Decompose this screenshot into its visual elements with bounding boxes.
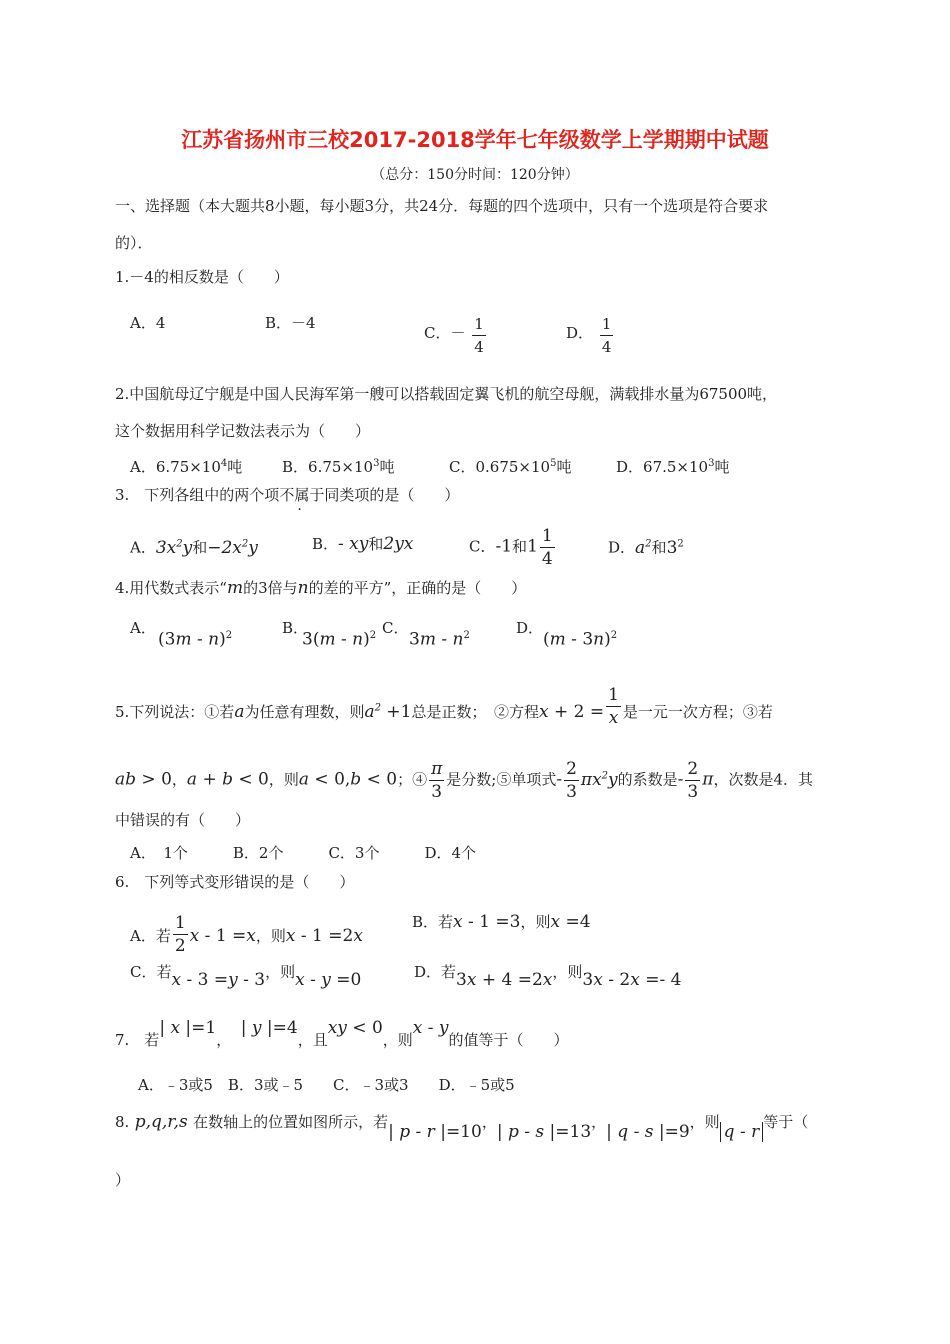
section1-line1: 一、选择题（本大题共8小题，每小题3分，共24分．每题的四个选项中，只有一个选项是符合要求 — [115, 197, 769, 215]
q7-options: A．﹣3或5 B．3或﹣5 C．﹣3或3 D．﹣5或5 — [138, 1076, 515, 1094]
q4-option-c: C． — [382, 619, 409, 637]
page-title: 江苏省扬州市三校2017-2018学年七年级数学上学期期中试题 — [181, 128, 769, 152]
q6-option-d: D．若3x + 4 =2x，则3x - 2x =- 4 — [414, 963, 682, 990]
q7-stem: 7. 若| x |=1， | y |=4，且xy < 0，则x - y的值等于（ ） — [115, 1018, 569, 1049]
q3-option-b: B．- xy和2yx — [312, 534, 414, 554]
q1-option-c: C．－ $\frac{1}{4}$ — [424, 315, 484, 356]
q2-line1: 2.中国航母辽宁舰是中国人民海军第一艘可以搭载固定翼飞机的航空母舰，满载排水量为67500吨， — [115, 385, 778, 403]
q3-option-d: D．$a^2$和$3^2$ — [608, 537, 684, 558]
q8-stem: 8. p,q,r,s 在数轴上的位置如图所示，若| p - r |=10，| p - s |=13，| q - s |=9，则 q - r 等于（ — [115, 1112, 809, 1142]
section1-line2: 的）． — [115, 234, 153, 252]
q3-option-a: A．$3x^2y$和$-2x^2y$ — [130, 537, 258, 558]
exam-subtitle: （总分：150分时间：120分钟） — [371, 167, 579, 183]
q2-option-b: B．$6.75\times 10^3$吨 — [282, 458, 395, 476]
q4-option-d-expr: (m - 3n)$^2$ — [543, 629, 618, 650]
q8-close: ） — [115, 1171, 131, 1189]
q5-line3: 中错误的有（ ） — [115, 811, 251, 829]
q2-option-c: C．$0.675\times 10^5$吨 — [449, 458, 572, 476]
q5-options: A． 1个 B．2个 C．3个 D．4个 — [130, 844, 477, 862]
q5-line2: ab > 0，a + b < 0，则a < 0,b < 0；④ $\frac{\pi}{3}$ 是分数;⑤单项式- $\frac{2}{3}$ $\pi x^2y$的系数是- $\frac{2}{3}$ π，次数是4．其 — [115, 759, 813, 802]
q2-line2: 这个数据用科学记数法表示为（ ） — [115, 422, 371, 440]
q6-stem: 6. 下列等式变形错误的是（ ） — [115, 873, 355, 891]
q4-option-a: A． — [130, 619, 156, 637]
q1-option-a: A．4 — [130, 314, 166, 332]
q4-option-d: D． — [516, 619, 544, 637]
q4-option-c-expr: $3m - n^2$ — [409, 629, 470, 650]
q2-option-a: A．$6.75\times 10^4$吨 — [130, 458, 243, 476]
q4-stem: 4.用代数式表示“m的3倍与n的差的平方”，正确的是（ ） — [115, 578, 527, 598]
q4-option-b-expr: 3(m - n)$^2$ — [302, 629, 377, 650]
q2-option-d: D．$67.5\times 10^3$吨 — [616, 458, 730, 476]
q6-option-b: B．若x - 1 =3，则x =4 — [412, 912, 591, 932]
q6-option-c: C．若x - 3 =y - 3，则x - y =0 — [130, 963, 362, 990]
q1-stem: 1.－4的相反数是（ ） — [115, 268, 289, 286]
q1-option-b: B．－4 — [265, 314, 316, 332]
q6-option-a: A．若 $\frac{1}{2}$ x - 1 =x，则x - 1 =2x — [130, 913, 363, 956]
q3-option-c: C．-1和1 $\frac{1}{4}$ — [469, 526, 553, 569]
q4-option-a-expr: (3m - n)$^2$ — [158, 629, 233, 650]
q4-option-b: B． — [282, 619, 309, 637]
q1-option-d: D． $\frac{1}{4}$ — [566, 315, 612, 356]
q5-line1: 5.下列说法：①若a为任意有理数，则$a^2 +1$总是正数； ②方程x + 2 = $\frac{1}{x}$ 是一元一次方程；③若 — [115, 685, 773, 728]
q3-stem: 3. 下列各组中的两个项不属于同类项的是（ ） — [115, 486, 460, 504]
